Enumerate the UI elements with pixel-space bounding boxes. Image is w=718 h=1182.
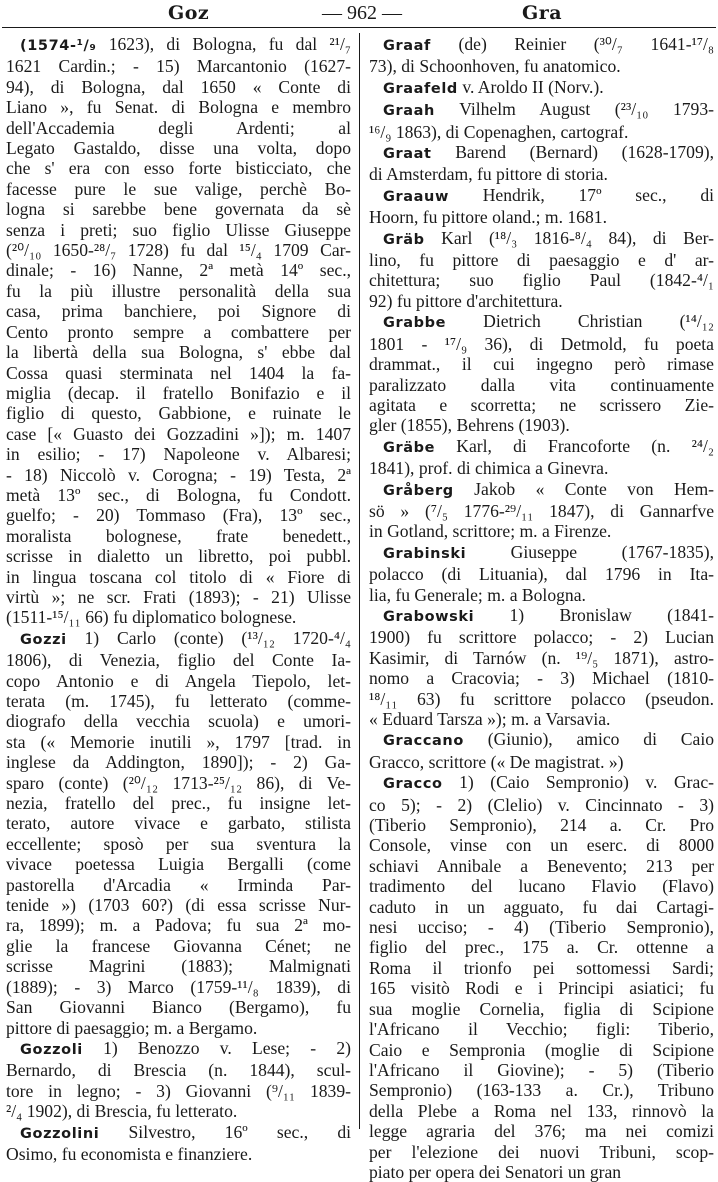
entry-text-line: dell'Accademia degli Ardenti; al (6, 117, 351, 138)
entry-text-line: moralista bolognese, frate benedett., (6, 525, 351, 546)
entry-text-line: miglia (decap. il fratello Bonifazio e il (6, 382, 351, 403)
entry-headword-line: Gracco 1) (Caio Sempronio) v. Grac- (383, 772, 714, 793)
entry-text-line: - 18) Niccolò v. Corogna; - 19) Testa, 2ª (6, 464, 351, 485)
entry-headword-line: Graah Vilhelm August (²³/₁₀ 1793- (383, 99, 714, 120)
entry-text-line: lia, fu Generale; m. a Bologna. (369, 584, 586, 605)
dictionary-entry (369, 729, 714, 772)
entry-text-line: 1801 - ¹⁷/₉ 36), di Detmold, fu poeta (369, 333, 714, 354)
dictionary-entry (6, 1038, 351, 1122)
entry-text-line: 94), di Bologna, dal 1650 « Conte di (6, 76, 351, 97)
entry-text-line: l'Africano il Giovine); - 5) (Tiberio (369, 1059, 714, 1080)
entry-text-line: 73), di Schoonhoven, fu anatomico. (369, 56, 621, 77)
entry-text-line: la libertà della sua Bologna, s' ebbe dal (6, 342, 351, 363)
headword: Graaf (383, 38, 431, 54)
entry-text-line: l'Africano il Vecchio; figli: Tiberio, (369, 1019, 714, 1040)
headword: Gräbe (383, 439, 436, 456)
entry-text-line: sö » (⁷/₅ 1776-²⁹/₁₁ 1847), di Gannarfve (369, 500, 714, 521)
entry-text-line: Liano », fu Senat. di Bologna e membro (6, 97, 351, 118)
entry-text-line: Sempronio) (163-133 a. Cr.), Tribuno (369, 1080, 714, 1101)
entry-text-line: dinale; - 16) Nanne, 2ª metà 14º sec., (6, 260, 351, 281)
dictionary-entry (6, 34, 351, 628)
entry-text-line: inglese da Addington, 1890]); - 2) Ga- (6, 752, 351, 773)
headword: Grabowski (383, 608, 475, 625)
entry-text-line: logna si sarebbe bene governata da sè (6, 199, 351, 220)
entry-text-line: pastorella d'Arcadia « Irminda Par- (6, 874, 351, 895)
entry-text-line: ¹⁸/₁₁ 63) fu scrittore polacco (pseudon. (369, 688, 714, 709)
entry-text-line: vivace poetessa Luigia Bergalli (come (6, 854, 351, 875)
right-column (369, 34, 714, 1182)
headword: Grabinski (383, 545, 467, 562)
entry-text-line: casa, prima banchiere, poi Signore di (6, 301, 351, 322)
column-divider (359, 33, 360, 1129)
entry-text-line: (1511-¹⁵/₁₁ 66) fu diplomatico bolognese. (6, 607, 297, 628)
headword: Gräb (383, 231, 425, 248)
entry-text-line: agitata e scorretta; ne scrissero Zie- (369, 394, 714, 415)
entry-headword-line: Graaf (de) Reinier (³⁰/₇ 1641-¹⁷/₈ (383, 34, 714, 54)
entry-text-line: figlio di questo, Gabbione, e ruinate le (6, 403, 351, 424)
entry-text-line: Caio e Sempronia (moglie di Scipione (369, 1039, 714, 1060)
headword: Gråberg (383, 482, 454, 499)
entry-text-line: tenide ») (1703 60?) (di essa scrisse Nur- (6, 895, 351, 916)
entry-headword-line: Graauw Hendrik, 17º sec., di (383, 184, 714, 205)
entry-text-line: nomo a Cracovia; - 3) Michael (1810- (369, 668, 714, 689)
entry-text-line: chitettura; suo figlio Paul (1842-⁴/₁ (369, 270, 714, 291)
entry-text-line: (Tiberio Sempronio), 214 a. Cr. Pro (369, 815, 714, 836)
entry-text-line: drammat., il cui ingegno però rimase (369, 354, 714, 375)
entry-text-line: Cento pronto sempre a combattere per (6, 321, 351, 342)
page-header (0, 0, 718, 26)
entry-text-line: caduto in un agguato, fu dai Cartagi- (369, 896, 714, 917)
entry-text-line: nesi ucciso; - 4) (Tiberio Sempronio), (369, 917, 714, 938)
entry-text-line: in esilio; - 17) Napoleone v. Albaresi; (6, 444, 351, 465)
entry-text-line: ¹⁶/₉ 1863), di Copenaghen, cartograf. (369, 121, 629, 142)
entry-text-line: scrisse Magrini (1883); Malmignati (6, 956, 351, 977)
entry-text-line: in lingua toscana col titolo di « Fiore di (6, 566, 351, 587)
entry-headword-line: Graat Barend (Bernard) (1628-1709), (383, 142, 714, 163)
entry-headword-line: Gozzi 1) Carlo (conte) (¹³/₁₂ 1720-⁴/₄ (20, 627, 351, 648)
entry-text-line: Hoorn, fu pittore oland.; m. 1681. (369, 207, 607, 228)
entry-text-line: figlio del prec., 175 a. Cr. ottenne a (369, 937, 714, 958)
entry-headword-line: Gråberg Jakob « Conte von Hem- (383, 478, 714, 499)
headword: Gozzoli (20, 1041, 83, 1058)
entry-text-line: 1841), prof. di chimica a Ginevra. (369, 458, 609, 479)
headword: Gozzolini (20, 1125, 100, 1142)
entry-text-line: co 5); - 2) (Clelio) v. Cincinnato - 3) (369, 794, 714, 815)
entry-text-line: case [« Guasto dei Gozzadini »]); m. 1407 (6, 423, 351, 444)
entry-text-line: fu la più illustre personalità della sua (6, 280, 351, 301)
entry-text-line: glie la francese Giovanna Cénet; ne (6, 935, 351, 956)
dictionary-entry (369, 99, 714, 142)
entry-text-line: 92) fu pittore d'architettura. (369, 290, 563, 311)
entry-text-line: guelfo; - 20) Tommaso (Fra), 13º sec., (6, 505, 351, 526)
header-last-word: Gra (522, 2, 563, 24)
entry-text-line: « Eduard Tarsza »); m. a Varsavia. (369, 709, 611, 729)
headword: Gozzi (20, 631, 67, 648)
entry-text-line: terata (m. 1745), fu letterato (comme- (6, 691, 351, 711)
entry-headword-line: Graafeld v. Aroldo II (Norv.). (383, 76, 604, 97)
entry-text-line: paralizzato dalla vita continuamente (369, 374, 714, 395)
headword: Graccano (383, 733, 464, 750)
entry-text-line: tore in legno; - 3) Giovanni (⁹/₁₁ 1839- (6, 1080, 351, 1101)
entry-text-line: Bernardo, di Brescia (n. 1844), scul- (6, 1060, 351, 1081)
entry-text-line: legge agraria del 376; ma nei comizi (369, 1121, 714, 1142)
entry-headword-line: Gozzoli 1) Benozzo v. Lese; - 2) (20, 1037, 351, 1058)
headword: Graafeld (383, 80, 458, 97)
entry-text-line: in Gotland, scrittore; m. a Firenze. (369, 521, 612, 542)
entry-text-line: che s' era con esso forte bisticciato, che (6, 158, 351, 179)
entry-text-line: sta (« Memorie inutili », 1797 [trad. in (6, 731, 351, 752)
dictionary-entry (369, 34, 714, 77)
entry-text-line: piato per opera dei Senatori un gran (369, 1161, 622, 1182)
dictionary-entry (369, 311, 714, 435)
headword: Graah (383, 103, 435, 120)
dictionary-entry (369, 605, 714, 729)
entry-text-line: Cossa quasi sterminata nel 1404 la fa- (6, 362, 351, 383)
entry-text-line: della Plebe a Roma nel 133, rinnovò la (369, 1100, 714, 1121)
entry-text-line: Roma il trionfo pei sottomessi Sardi; (369, 957, 714, 978)
dictionary-entry (369, 77, 714, 99)
dictionary-entry (369, 228, 714, 312)
entry-text-line: 1806), di Venezia, figlio del Conte Ia- (6, 650, 351, 671)
header-first-word: Goz (168, 2, 210, 24)
entry-text-line: (1889); - 3) Marco (1759-¹¹/₈ 1839), di (6, 976, 351, 997)
entry-headword-line: Gräb Karl (¹⁸/₃ 1816-⁸/₄ 84), di Ber- (383, 227, 714, 248)
entry-headword-line: Grabinski Giuseppe (1767-1835), (383, 541, 714, 562)
entry-headword-line: (1574-¹/₉ 1623), di Bologna, fu dal ²¹/₇ (20, 34, 351, 54)
entry-text-line: ²/₄ 1902), di Brescia, fu letterato. (6, 1101, 238, 1122)
entry-text-line: sparo (conte) (²⁰/₁₂ 1713-²⁵/₁₂ 86), di Ve- (6, 772, 351, 793)
entry-text-line: Gracco, scrittore (« De magistrat. ») (369, 751, 624, 772)
entry-text-line: gler (1855), Behrens (1903). (369, 415, 570, 436)
entry-text-line: San Giovanni Bianco (Bergamo), fu (6, 997, 351, 1018)
left-column (6, 34, 351, 1164)
entry-text-line: Legato Gastaldo, disse una volta, dopo (6, 138, 351, 159)
entry-text-line: sua moglie Cornelia, figlia di Scipione (369, 998, 714, 1019)
entry-headword-line: Grabowski 1) Bronislaw (1841- (383, 604, 714, 625)
entry-text-line: senza i preti; suo figlio Ulisse Giuseppe (6, 219, 351, 240)
dictionary-entry (369, 479, 714, 542)
entry-text-line: facesse pure le sue valige, perchè Bo- (6, 178, 351, 199)
entry-text-line: eccellente; sposò per sua sventura la (6, 833, 351, 854)
dictionary-entry (369, 436, 714, 479)
entry-text-line: polacco (di Lituania), dal 1796 in Ita- (369, 564, 714, 585)
headword: (1574-¹/₉ (20, 38, 97, 54)
entry-text-line: tradimento del lucano Flavio (Flavo) (369, 876, 714, 897)
entry-text-line: lino, fu pittore di paesaggio e d' ar- (369, 250, 714, 271)
dictionary-entry (6, 1122, 351, 1165)
entry-text-line: pittore di paesaggio; m. a Bergamo. (6, 1017, 258, 1038)
entry-text-line: di Amsterdam, fu pittore di storia. (369, 164, 608, 185)
entry-text-line: diografo della vecchia scuola) e umori- (6, 711, 351, 732)
entry-text-line: per l'elezione dei nuovi Tribuni, scop- (369, 1141, 714, 1162)
entry-text-line: 165 visitò Rodi e i Principi asiatici; fu (369, 978, 714, 999)
entry-text-line: metà 13º sec., di Bologna, fu Condott. (6, 484, 351, 505)
entry-text-line: ra, 1899); m. a Padova; fu sua 2ª mo- (6, 915, 351, 936)
entry-headword-line: Gozzolini Silvestro, 16º sec., di (20, 1121, 351, 1142)
entry-text-line: (²⁰/₁₀ 1650-²⁸/₇ 1728) fu dal ¹⁵/₄ 1709 Car- (6, 240, 351, 261)
entry-text-line: 1621 Cardin.; - 15) Marcantonio (1627- (6, 56, 351, 77)
entry-text-line: scrisse in dialetto un libretto, poi pubbl. (6, 546, 351, 567)
dictionary-entry (369, 772, 714, 1182)
entry-headword-line: Gräbe Karl, di Francoforte (n. ²⁴/₂ (383, 435, 714, 456)
entry-text-line: virtù »; ne scr. Frati (1893); - 21) Ulisse (6, 586, 351, 607)
entry-headword-line: Graccano (Giunio), amico di Caio (383, 729, 714, 750)
dictionary-entry (369, 142, 714, 185)
dictionary-entry (6, 628, 351, 1038)
entry-headword-line: Grabbe Dietrich Christian (¹⁴/₁₂ (383, 311, 714, 332)
dictionary-entry (369, 542, 714, 605)
headword: Gracco (383, 776, 443, 793)
page-number: — 962 — (322, 2, 402, 24)
headword: Grabbe (383, 315, 447, 332)
entry-text-line: Kasimir, di Tarnów (n. ¹⁹/₅ 1871), astro- (369, 647, 714, 668)
entry-text-line: schiavi Annibale a Benevento; 213 per (369, 855, 714, 876)
dictionary-entry (369, 185, 714, 228)
header-rule (2, 27, 716, 28)
entry-text-line: terato, autore vivace e garbato, stilista (6, 813, 351, 834)
entry-text-line: 1900) fu scrittore polacco; - 2) Lucian (369, 627, 714, 648)
headword: Graat (383, 146, 432, 163)
headword: Graauw (383, 188, 449, 205)
entry-text-line: nezia, fratello del prec., fu insigne let- (6, 793, 351, 814)
entry-text-line: Osimo, fu economista e finanziere. (6, 1143, 253, 1164)
entry-text-line: copo Antonio e di Angela Tiepolo, let- (6, 670, 351, 691)
entry-text-line: Console, vinse con un eserc. di 8000 (369, 835, 714, 856)
